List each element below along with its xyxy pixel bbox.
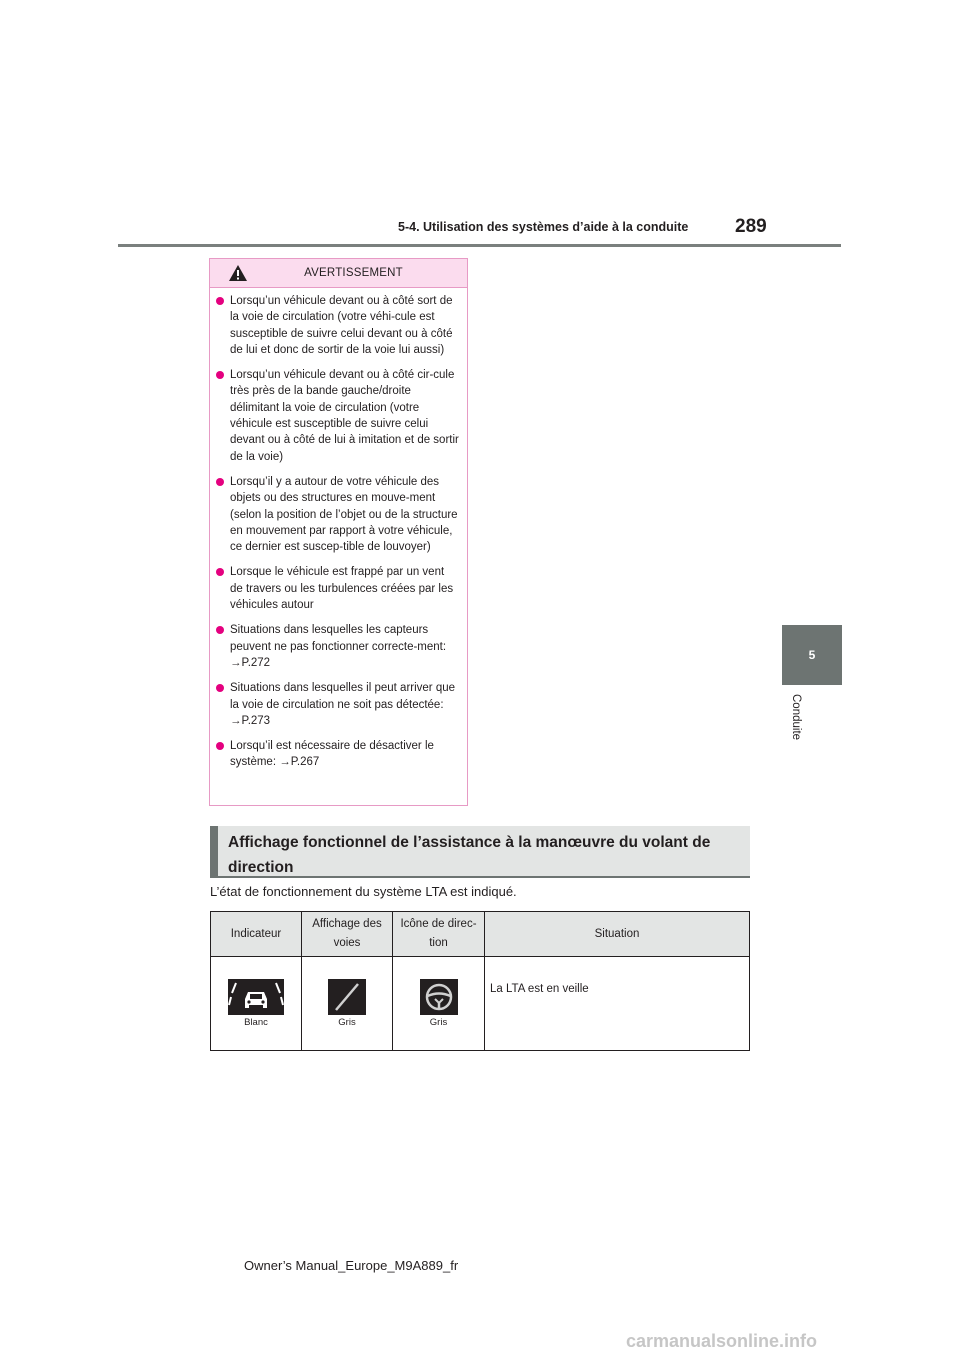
header-lanes: Affichage des voies [302, 912, 393, 957]
warning-header [210, 259, 467, 288]
indicator-caption: Blanc [244, 1017, 268, 1028]
lanes-cell [302, 957, 393, 1051]
table-row [211, 957, 750, 1051]
warning-item: Situations dans lesquelles il peut arriver que la voie de circulation ne soit pas détectée: →P.273 [216, 680, 459, 729]
lanes-caption: Gris [338, 1017, 356, 1028]
warning-item: Lorsqu’un véhicule devant ou à côté cir-cule très près de la bande gauche/droite délimitant la voie de circulation (votre véhicule est susceptible de suivre celui devant ou à côté de lui à imitation et de sortir de la voie) [216, 367, 459, 465]
page-number: 289 [735, 216, 767, 237]
indicator-cell [211, 957, 302, 1051]
header-divider [118, 244, 841, 247]
bullet-icon [216, 297, 224, 305]
feature-intro: L’état de fonctionnement du système LTA est indiqué. [210, 884, 517, 899]
footer-text: Owner’s Manual_Europe_M9A889_fr [244, 1258, 459, 1273]
header-direction: Icône de direc-tion [393, 912, 485, 957]
bullet-icon [216, 478, 224, 486]
bullet-icon [216, 568, 224, 576]
direction-caption: Gris [429, 1017, 448, 1028]
warning-item: Situations dans lesquelles les capteurs peuvent ne pas fonctionner correcte-ment: →P.272 [216, 622, 459, 671]
direction-cell [393, 957, 485, 1051]
chapter-number: 5 [808, 648, 816, 662]
warning-title: AVERTISSEMENT [304, 267, 403, 279]
table-header-row [211, 912, 750, 957]
lane-car-icon [228, 979, 284, 1015]
chapter-label-text: Conduite [790, 694, 802, 741]
watermark: carmanualsonline.info [626, 1331, 818, 1351]
warning-list [210, 288, 467, 771]
lane-line-icon [328, 979, 366, 1015]
warning-item: Lorsqu’il y a autour de votre véhicule des objets ou des structures en mouve-ment (selon la position de l’objet ou de la structure en mouvement par rapport à votre véhicule, ce dernier est suscep-tible de louvoyer) [216, 474, 459, 555]
warning-item: Lorsqu’un véhicule devant ou à côté sort de la voie de circulation (votre véhi-cule est susceptible de suivre celui devant ou à côté de lui et donc de sortir de la voie lui aussi) [216, 293, 459, 358]
warning-triangle-icon [228, 264, 248, 282]
bullet-icon [216, 742, 224, 750]
chapter-label [788, 694, 802, 764]
feature-heading-bar [210, 826, 218, 876]
bullet-icon [216, 626, 224, 634]
situation-cell: La LTA est en veille [485, 957, 750, 1051]
bullet-icon [216, 371, 224, 379]
feature-title: Affichage fonctionnel de l’assistance à la manœuvre du volant de direction [228, 834, 711, 876]
section-title: 5-4. Utilisation des systèmes d’aide à la conduite [398, 220, 689, 234]
warning-item: Lorsque le véhicule est frappé par un vent de travers ou les turbulences créées par les véhicules autour [216, 564, 459, 613]
indicator-table [210, 911, 750, 1051]
warning-item: Lorsqu’il est nécessaire de désactiver le système: →P.267 [216, 738, 459, 771]
header-situation: Situation [485, 912, 750, 957]
feature-heading [210, 826, 750, 878]
chapter-tab [782, 625, 842, 685]
steering-wheel-icon [420, 979, 458, 1015]
warning-box [209, 258, 468, 806]
bullet-icon [216, 684, 224, 692]
header-indicator: Indicateur [211, 912, 302, 957]
